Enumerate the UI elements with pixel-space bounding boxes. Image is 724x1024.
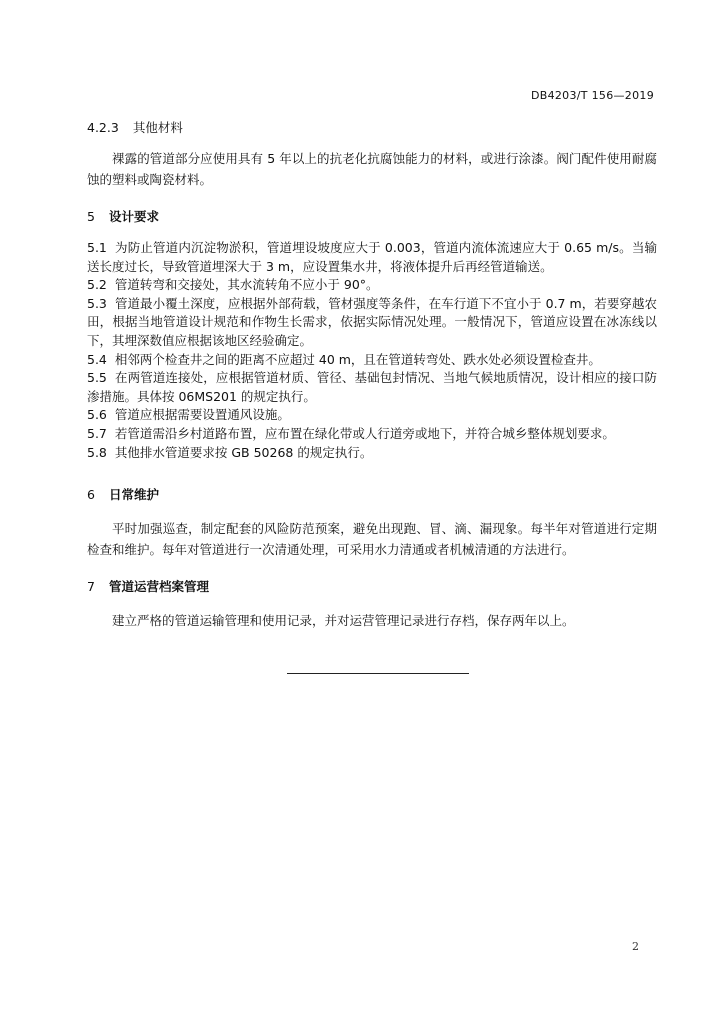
section-title: 设计要求 — [108, 209, 159, 224]
section-4-2-3-heading — [87, 118, 657, 138]
section-5-clauses — [87, 239, 657, 462]
clause-5-1 — [87, 239, 657, 276]
section-number: 5 — [87, 209, 95, 224]
section-4-2-3-paragraph: 裸露的管道部分应使用具有 5 年以上的抗老化抗腐蚀能力的材料，或进行涂漆。阀门配件使用耐腐蚀的塑料或陶瓷材料。 — [87, 151, 657, 187]
clause-text: 管道最小覆土深度，应根据外部荷载，管材强度等条件，在车行道下不宜小于 0.7 m，若要穿越农田，根据当地管道设计规范和作物生长需求，依据实际情况处理。一般情况下，管道应设置在冰冻线以下，其埋深数值应根据该地区经验确定。 — [87, 295, 657, 348]
clause-number: 5.6 — [87, 407, 107, 423]
page-number: 2 — [632, 940, 639, 953]
clause-number: 5.4 — [87, 351, 107, 367]
end-of-document-rule — [287, 673, 469, 674]
clause-number: 5.7 — [87, 425, 107, 441]
section-5-heading — [87, 207, 657, 227]
clause-number: 5.8 — [87, 444, 107, 460]
section-title: 日常维护 — [108, 487, 159, 503]
section-number: 6 — [87, 487, 95, 503]
clause-text: 相邻两个检查井之间的距离不应超过 40 m，且在管道转弯处、跌水处必须设置检查井。 — [114, 351, 601, 367]
clause-5-5 — [87, 369, 657, 406]
document-code: DB4203/T 156—2019 — [530, 89, 654, 102]
clause-5-8 — [87, 444, 657, 463]
section-title: 管道运营档案管理 — [108, 579, 209, 595]
clause-text: 为防止管道内沉淀物淤积，管道埋设坡度应大于 0.003，管道内流体流速应大于 0.65 m/s。当输送长度过长，导致管道埋深大于 3 m，应设置集水井，将液体提升后再经管道输送。 — [87, 240, 657, 274]
clause-number: 5.3 — [87, 295, 107, 311]
clause-5-7 — [87, 425, 657, 444]
section-7-paragraph: 建立严格的管道运输管理和使用记录，并对运营管理记录进行存档，保存两年以上。 — [112, 613, 575, 629]
clause-text: 管道转弯和交接处，其水流转角不应小于 90°。 — [114, 277, 379, 293]
section-number: 4.2.3 — [87, 120, 119, 135]
section-6-heading — [87, 485, 657, 505]
clause-number: 5.1 — [87, 240, 107, 255]
clause-5-6 — [87, 406, 657, 425]
section-title: 其他材料 — [132, 120, 183, 135]
clause-text: 在两管道连接处，应根据管道材质、管径、基础包封情况、当地气候地质情况，设计相应的接口防渗措施。具体按 06MS201 的规定执行。 — [87, 370, 657, 404]
clause-5-4 — [87, 351, 657, 370]
section-7-heading — [87, 577, 657, 597]
clause-text: 管道应根据需要设置通风设施。 — [114, 407, 290, 423]
clause-text: 其他排水管道要求按 GB 50268 的规定执行。 — [114, 444, 373, 460]
clause-text: 若管道需沿乡村道路布置，应布置在绿化带或人行道旁或地下，并符合城乡整体规划要求。 — [114, 425, 615, 441]
clause-number: 5.2 — [87, 277, 107, 293]
clause-5-3 — [87, 295, 657, 351]
document-body — [87, 118, 657, 631]
section-number: 7 — [87, 579, 95, 595]
section-6-paragraph: 平时加强巡查，制定配套的风险防范预案，避免出现跑、冒、滴、漏现象。每半年对管道进行定期检查和维护。每年对管道进行一次清通处理，可采用水力清通或者机械清通的方法进行。 — [87, 521, 657, 558]
clause-5-2 — [87, 276, 657, 295]
clause-number: 5.5 — [87, 370, 107, 386]
